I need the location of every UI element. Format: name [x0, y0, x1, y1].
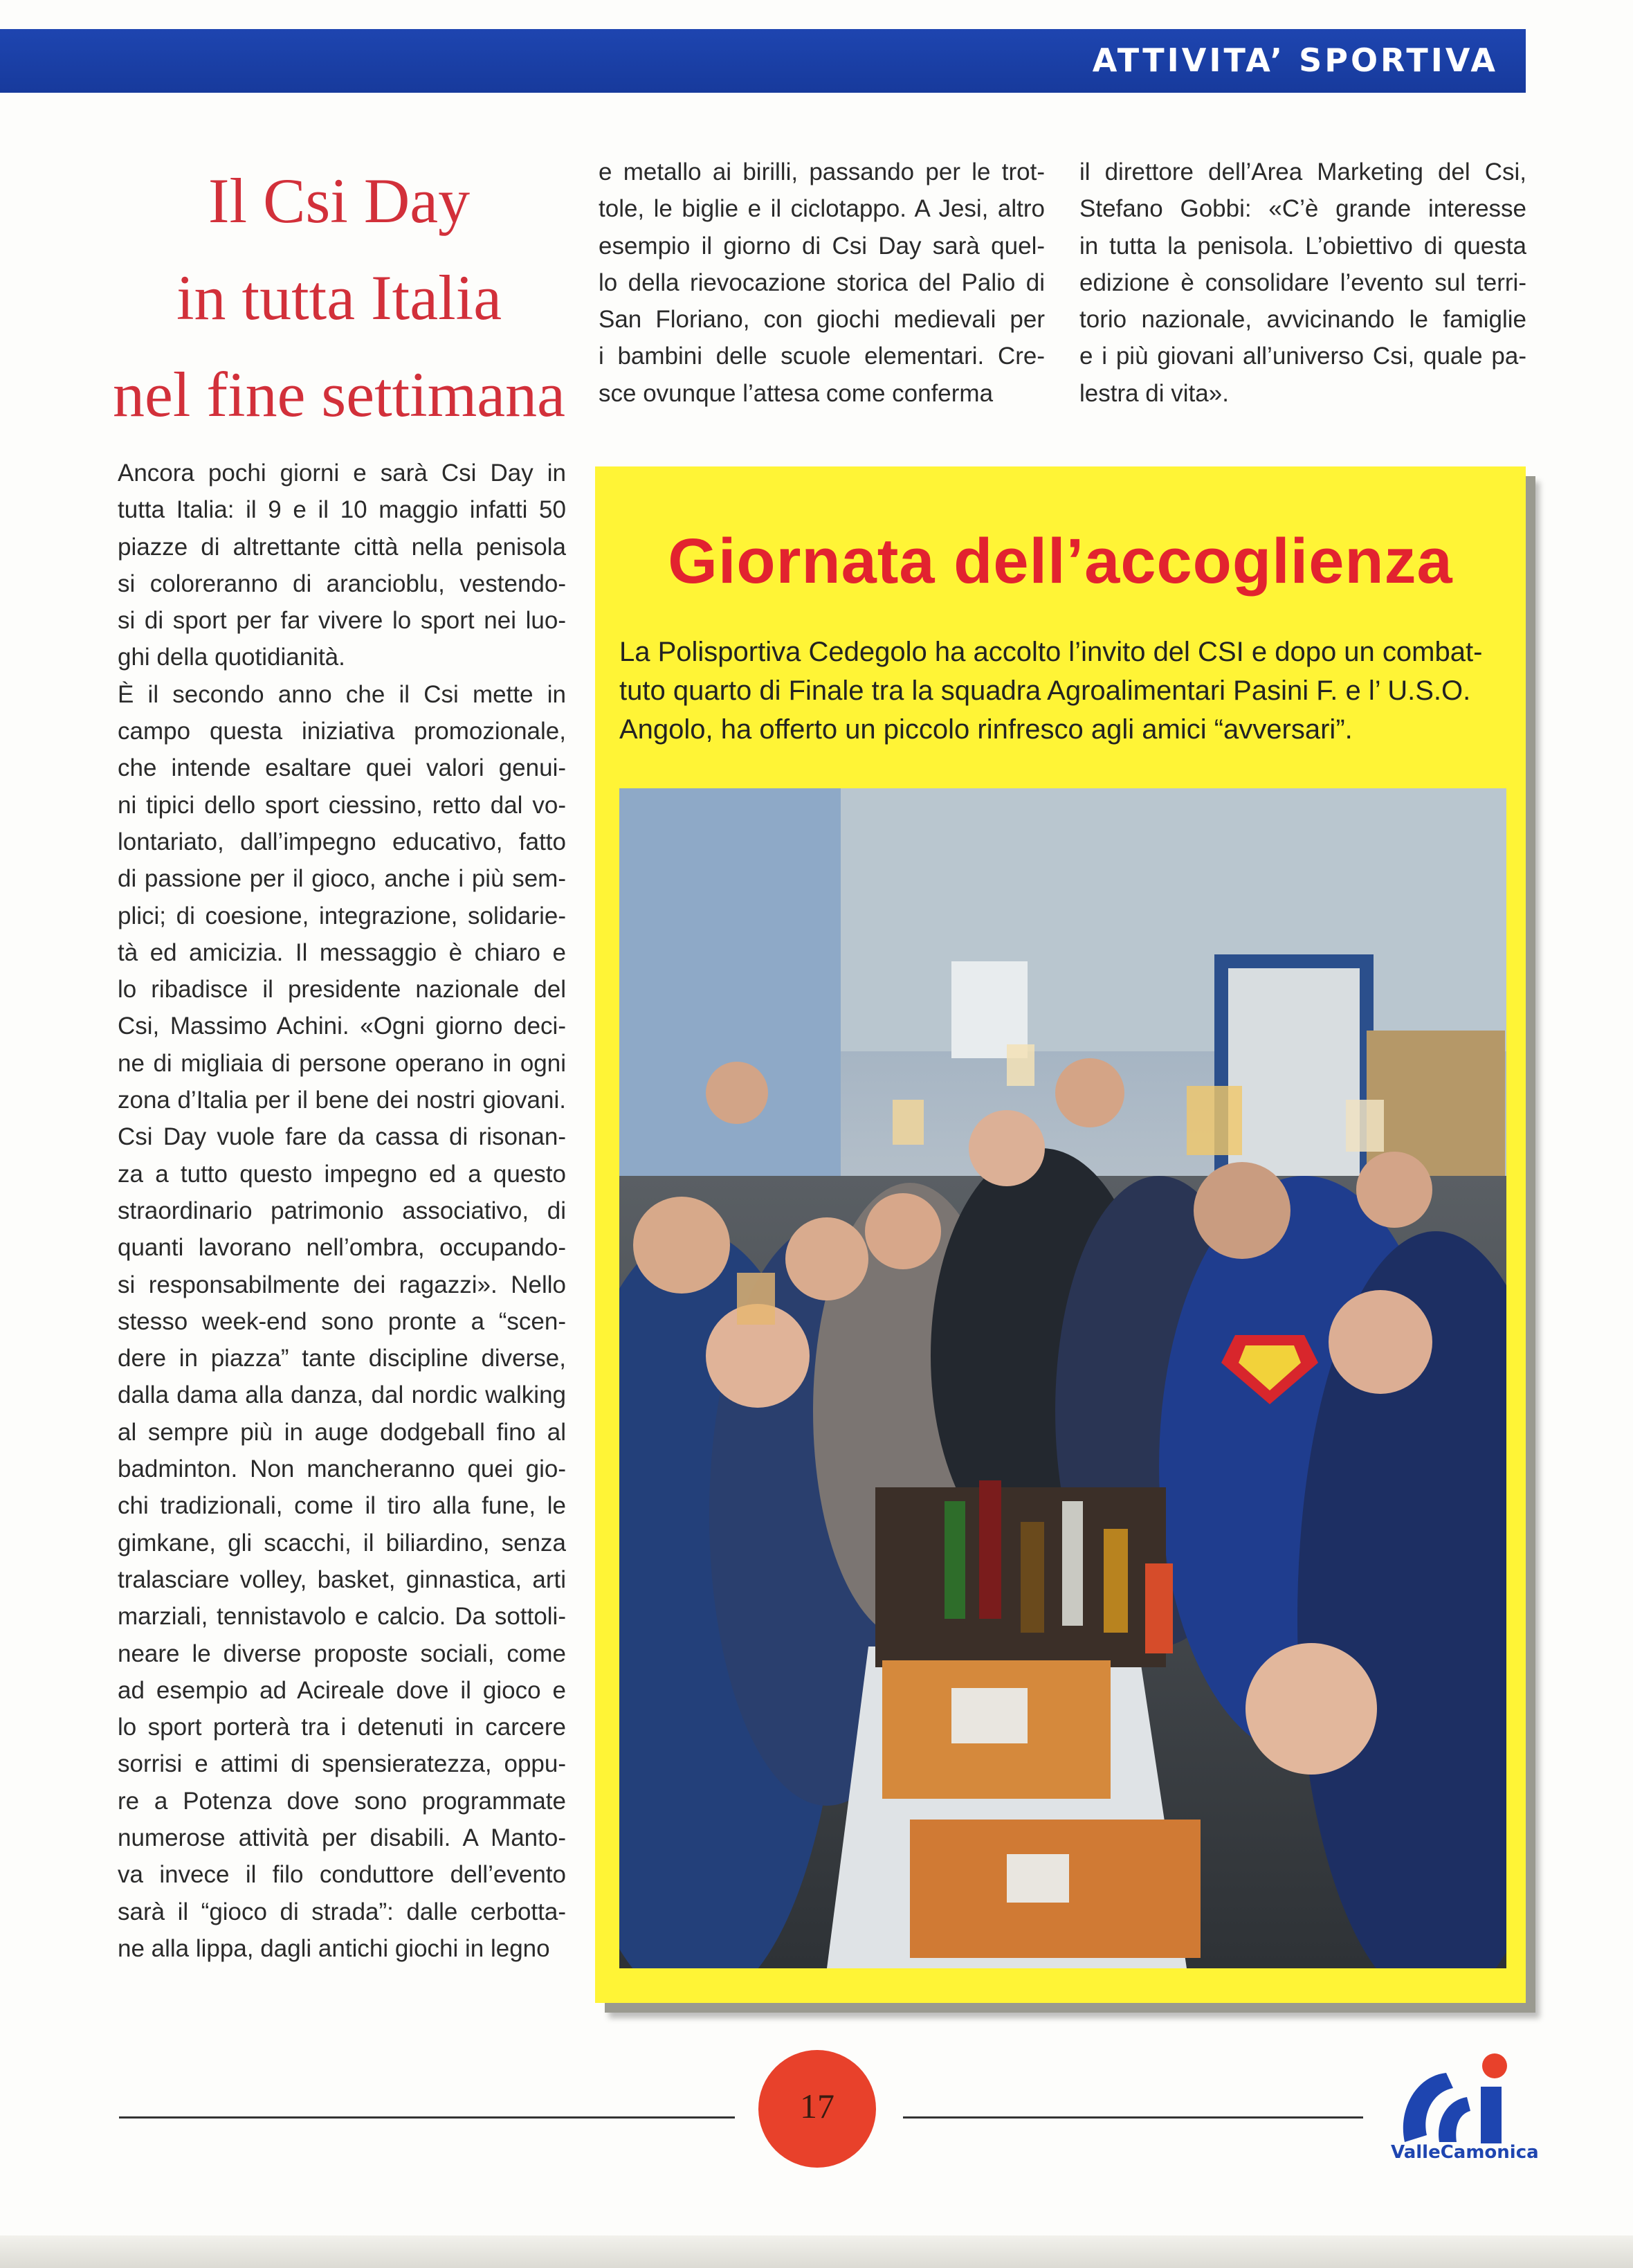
article-text-line: stesso week-end sono pronte a “scen-	[118, 1307, 566, 1335]
article-text-line: Csi Day vuole fare da cassa di risonan-	[118, 1123, 566, 1151]
article-text-line: neare le diverse proposte sociali, come	[118, 1640, 566, 1667]
box-title: Giornata dell’accoglienza	[668, 526, 1453, 597]
article-text-line: re a Potenza dove sono programmate	[118, 1787, 566, 1815]
article-text-line: di passione per il gioco, anche i più sem-	[118, 865, 566, 893]
page-edge	[0, 2235, 1633, 2268]
article-text-line: dere in piazza” tante discipline diverse,	[118, 1345, 566, 1372]
article-text-line: esempio il giorno di Csi Day sarà quel-	[599, 232, 1045, 260]
article-text-line: si responsabilmente dei ragazzi». Nello	[118, 1271, 566, 1298]
title-line: in tutta Italia	[176, 262, 502, 333]
box-text-line: La Polisportiva Cedegolo ha accolto l’invito del CSI e dopo un combat-	[619, 637, 1483, 667]
article-text-line: e i più giovani all’universo Csi, quale pa-	[1079, 343, 1526, 370]
article-text-line: plici; di coesione, integrazione, solidarie-	[118, 902, 566, 929]
article-column-middle	[599, 154, 1045, 412]
article-text-line: tà ed amicizia. Il messaggio è chiaro e	[118, 938, 566, 966]
article-text-line: e metallo ai birilli, passando per le trot-	[599, 158, 1045, 185]
article-text-line: ad esempio ad Acireale dove il gioco e	[118, 1676, 566, 1704]
page-number-badge	[758, 2050, 876, 2168]
title-line: nel fine settimana	[113, 359, 565, 430]
article-text-line: Stefano Gobbi: «C’è grande interesse	[1079, 195, 1526, 223]
article-text-line: ne di migliaia di persone operano in ogni	[118, 1049, 566, 1077]
footer-line-left	[119, 2116, 735, 2119]
article-text-line: si di sport per far vivere lo sport nei luo-	[118, 607, 566, 635]
article-text-line: dalla dama alla danza, dal nordic walking	[118, 1381, 566, 1409]
article-text-line: ni tipici dello sport ciessino, retto dal vo-	[118, 791, 566, 819]
article-text-line: torio nazionale, avvicinando le famiglie	[1079, 306, 1526, 334]
article-text-line: straordinario patrimonio associativo, di	[118, 1197, 566, 1224]
article-title	[104, 152, 574, 443]
article-text-line: ghi della quotidianità.	[118, 644, 345, 671]
article-text-line: tole, le biglie e il ciclotappo. A Jesi, altro	[599, 195, 1045, 223]
footer-line-right	[903, 2116, 1363, 2119]
article-text-line: lo ribadisce il presidente nazionale del	[118, 976, 566, 1004]
section-header-bar	[0, 29, 1526, 93]
article-column-right	[1079, 154, 1526, 412]
article-text-line: edizione è consolidare l’evento sul terri-	[1079, 269, 1526, 296]
article-text-line: lestra di vita».	[1079, 379, 1229, 407]
article-text-line: Ancora pochi giorni e sarà Csi Day in	[118, 460, 566, 487]
logo-text: ValleCamonica	[1391, 2142, 1539, 2163]
article-text-line: che intende esaltare quei valori genui-	[118, 754, 566, 782]
article-text-line: va invece il filo conduttore dell’evento	[118, 1861, 566, 1889]
article-text-line: si coloreranno di arancioblu, vestendo-	[118, 570, 566, 597]
article-text-line: in tutta la penisola. L’obiettivo di questa	[1079, 232, 1526, 260]
article-text-line: gimkane, gli scacchi, il biliardino, senza	[118, 1529, 566, 1557]
article-text-line: chi tradizionali, come il tiro alla fune, le	[118, 1492, 566, 1520]
article-text-line: ne alla lippa, dagli antichi giochi in legno	[118, 1934, 550, 1962]
article-text-line: Csi, Massimo Achini. «Ogni giorno deci-	[118, 1013, 566, 1040]
article-column-left	[118, 455, 566, 1967]
article-text-line: tralasciare volley, basket, ginnastica, arti	[118, 1566, 566, 1593]
article-text-line: sorrisi e attimi di spensieratezza, oppu-	[118, 1750, 566, 1778]
article-text-line: piazze di altrettante città nella penisola	[118, 533, 566, 561]
article-text-line: È il secondo anno che il Csi mette in	[118, 680, 566, 708]
article-text-line: al sempre più in auge dodgeball fino al	[118, 1418, 566, 1446]
title-line: Il Csi Day	[208, 165, 471, 236]
article-text-line: sce ovunque l’attesa come conferma	[599, 379, 994, 407]
article-text-line: i bambini delle scuole elementari. Cre-	[599, 343, 1045, 370]
box-text	[619, 633, 1505, 749]
article-text-line: lo della rievocazione storica del Palio di	[599, 269, 1045, 296]
article-text-line: za a tutto questo impegno ed a questo	[118, 1160, 566, 1188]
article-text-line: sarà il “gioco di strada”: dalle cerbotta-	[118, 1898, 566, 1925]
section-label: ATTIVITA’ SPORTIVA	[1092, 42, 1498, 79]
highlight-box	[595, 466, 1526, 2003]
article-text-line: campo questa iniziativa promozionale,	[118, 718, 566, 745]
article-text-line: quanti lavorano nell’ombra, occupando-	[118, 1234, 566, 1262]
article-text-line: badminton. Non mancheranno quei gio-	[118, 1455, 566, 1483]
group-photo-illustration	[619, 788, 1506, 1968]
group-photo	[619, 788, 1506, 1968]
page-number: 17	[800, 2087, 834, 2125]
article-text-line: zona d’Italia per il bene dei nostri giovani.	[118, 1087, 566, 1114]
article-text-line: marziali, tennistavolo e calcio. Da sottoli-	[118, 1603, 566, 1631]
article-text-line: San Floriano, con giochi medievali per	[599, 306, 1045, 334]
article-text-line: tutta Italia: il 9 e il 10 maggio infatti 50	[118, 496, 566, 524]
box-text-line: Angolo, ha offerto un piccolo rinfresco agli amici “avversari”.	[619, 714, 1353, 745]
article-text-line: lo sport porterà tra i detenuti in carcere	[118, 1714, 566, 1741]
article-text-line: lontariato, dall’impegno educativo, fatto	[118, 828, 566, 855]
article-text-line: il direttore dell’Area Marketing del Csi,	[1079, 158, 1526, 185]
box-text-line: tuto quarto di Finale tra la squadra Agroalimentari Pasini F. e l’ U.S.O.	[619, 675, 1471, 706]
article-text-line: numerose attività per disabili. A Manto-	[118, 1824, 566, 1851]
